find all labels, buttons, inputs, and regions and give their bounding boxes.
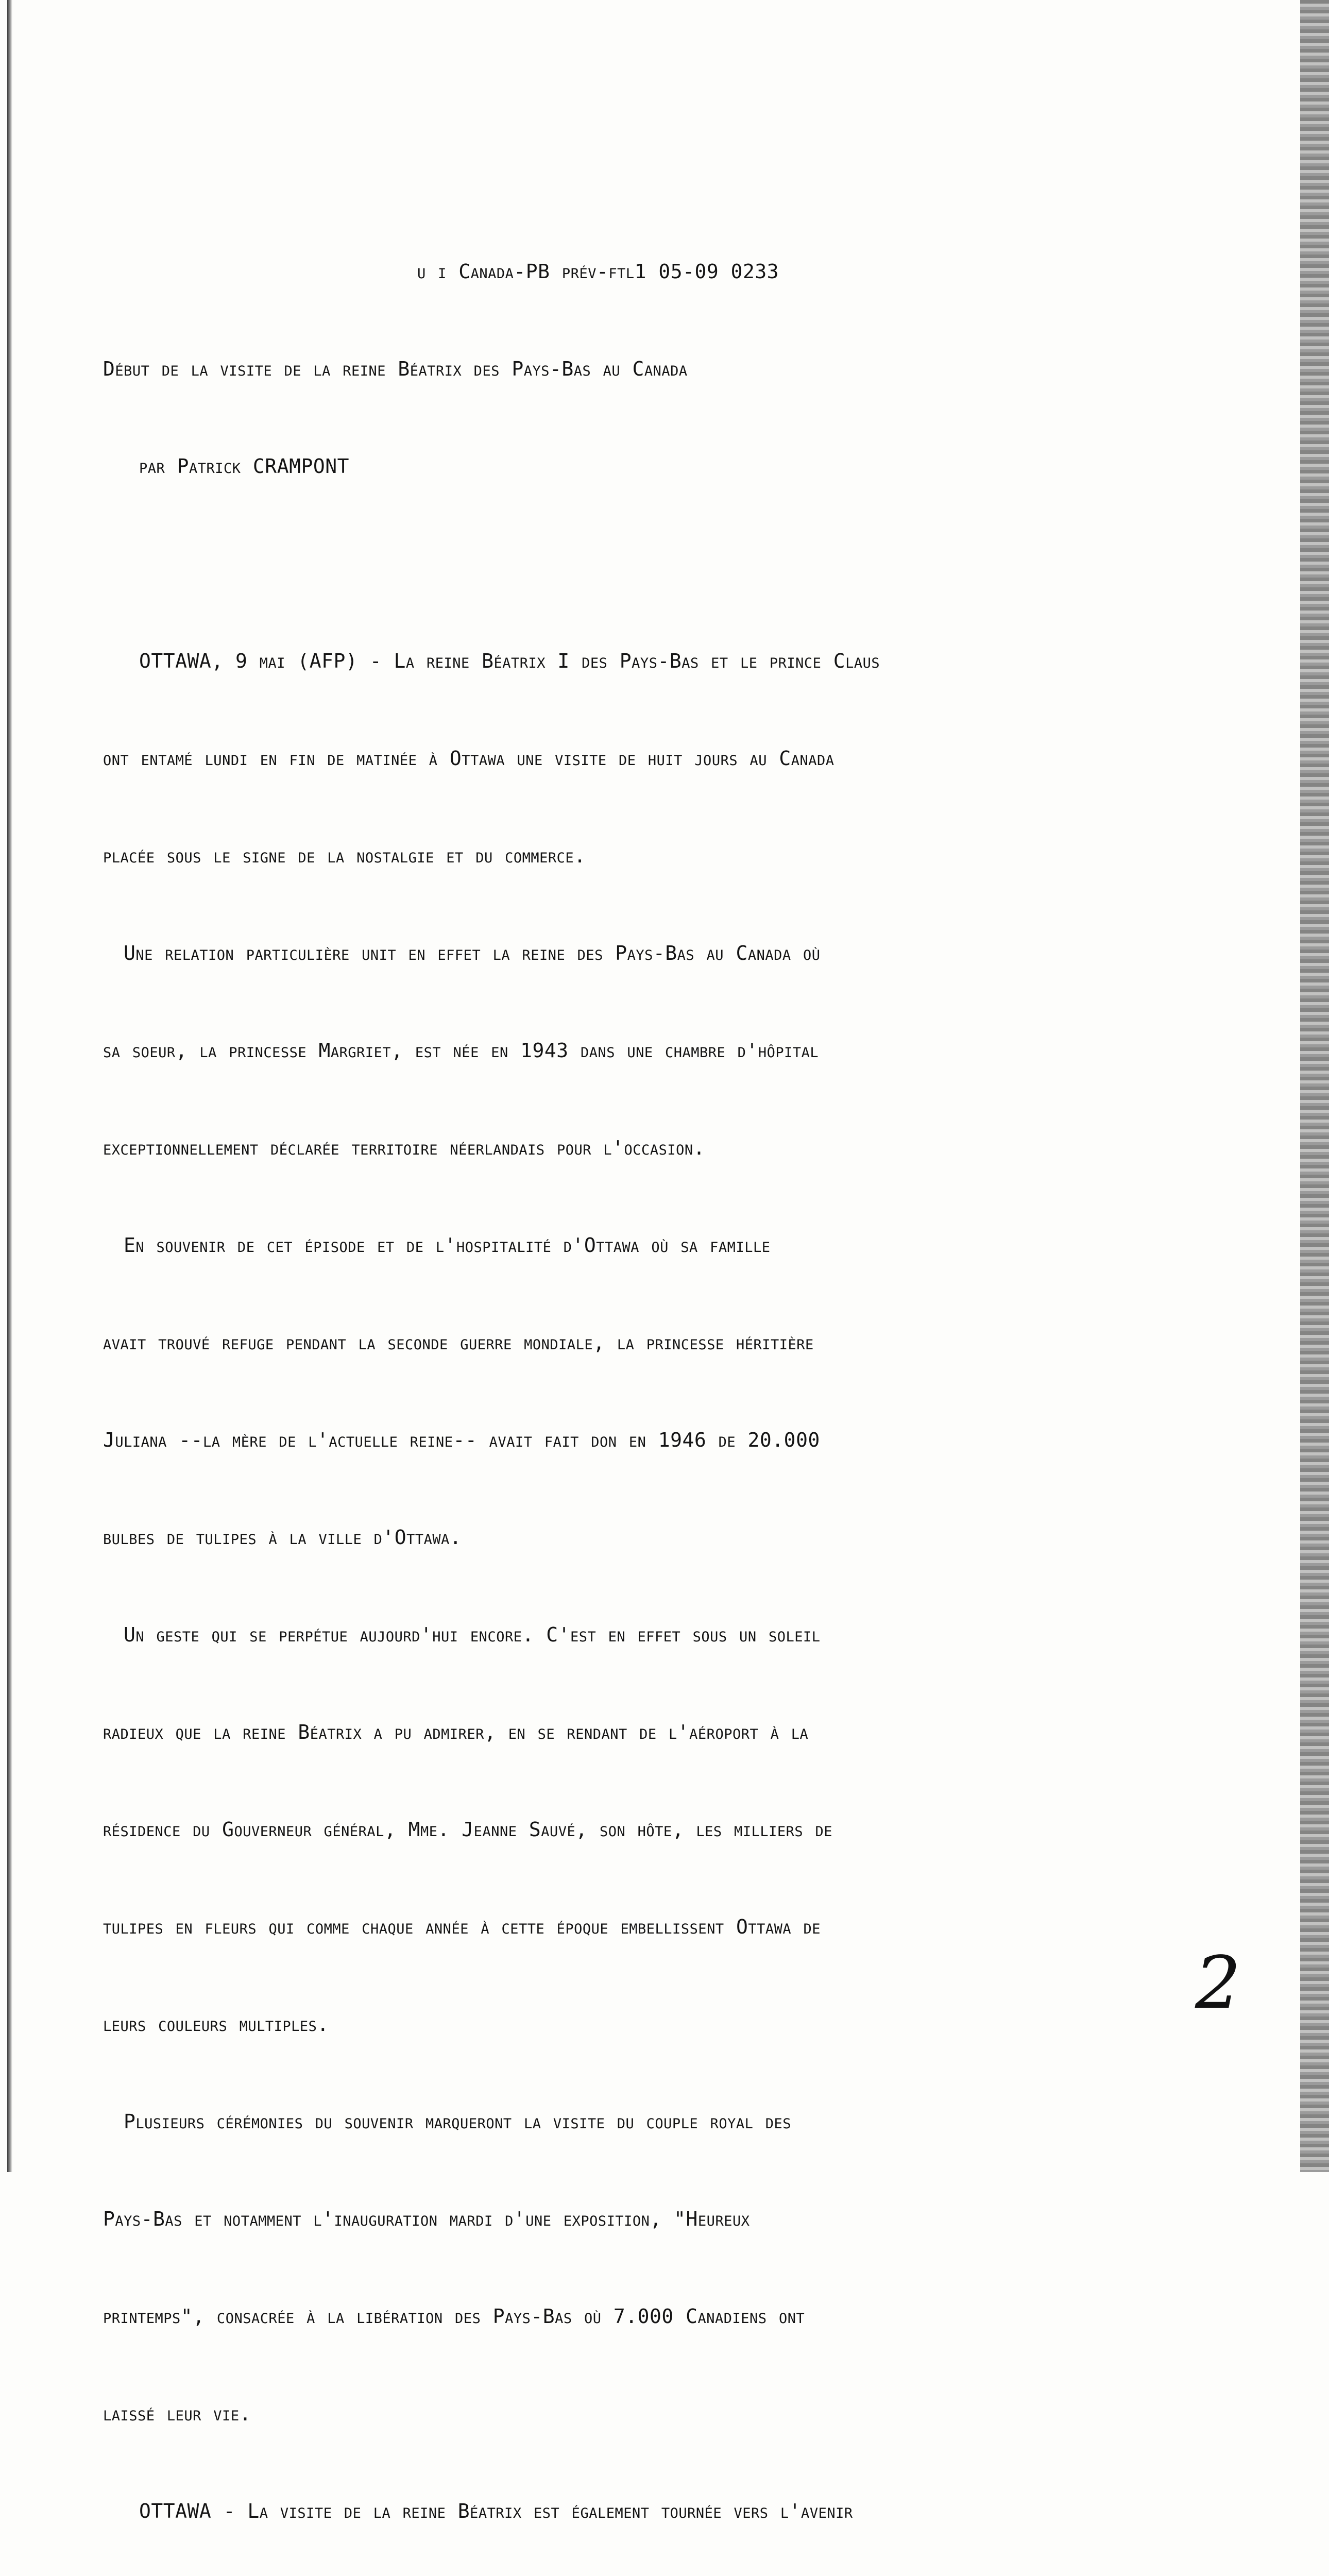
text-line: Pays-Bas et notamment l'inauguration mardi d'une exposition, "Heureux [103,2208,750,2230]
headline: Début de la visite de la reine Béatrix des Pays-Bas au Canada [103,358,688,380]
blank-line [103,548,1144,580]
text-line: laissé leur vie. [103,2402,251,2425]
text-line: avait trouvé refuge pendant la seconde guerre mondiale, la princesse héritière [103,1331,814,1354]
text-line: Un geste qui se perpétue aujourd'hui encore. C'est en effet sous un soleil [124,1623,821,1646]
wire-header: u i Canada-PB prév-ftl1 05-09 0233 [417,260,779,283]
text-line: Plusieurs cérémonies du souvenir marqueront la visite du couple royal des [124,2110,791,2133]
text-line: leurs couleurs multiples. [103,2013,329,2036]
text-line: OTTAWA - La visite de la reine Béatrix est également tournée vers l'avenir [139,2500,853,2522]
text-line: OTTAWA, 9 mai (AFP) - La reine Béatrix I des Pays-Bas et le prince Claus [139,650,880,672]
text-line: Une relation particulière unit en effet la reine des Pays-Bas au Canada où [124,942,821,964]
handwritten-page-number: 2 [1195,1941,1241,2025]
dispatch-text [103,191,1144,2576]
text-line: En souvenir de cet épisode et de l'hospitalité d'Ottawa où sa famille [124,1234,771,1257]
text-line: résidence du Gouverneur général, Mme. Jeanne Sauvé, son hôte, les milliers de [103,1818,832,1841]
scan-edge-left [7,0,12,2172]
text-line: bulbes de tulipes à la ville d'Ottawa. [103,1526,462,1549]
byline: par Patrick CRAMPONT [139,455,349,478]
text-line: radieux que la reine Béatrix a pu admirer, en se rendant de l'aéroport à la [103,1721,809,1743]
text-line: placée sous le signe de la nostalgie et du commerce. [103,844,586,867]
text-line: exceptionnellement déclarée territoire néerlandais pour l'occasion. [103,1137,705,1159]
text-line: printemps", consacrée à la libération des Pays-Bas où 7.000 Canadiens ont [103,2305,805,2328]
text-line: sa soeur, la princesse Margriet, est née en 1943 dans une chambre d'hôpital [103,1039,819,1062]
scan-edge-right [1300,0,1329,2172]
text-line: tulipes en fleurs qui comme chaque année à cette époque embellissent Ottawa de [103,1916,821,1938]
text-line: ont entamé lundi en fin de matinée à Ottawa une visite de huit jours au Canada [103,747,834,770]
text-line: Juliana --la mère de l'actuelle reine-- avait fait don en 1946 de 20.000 [103,1429,820,1451]
